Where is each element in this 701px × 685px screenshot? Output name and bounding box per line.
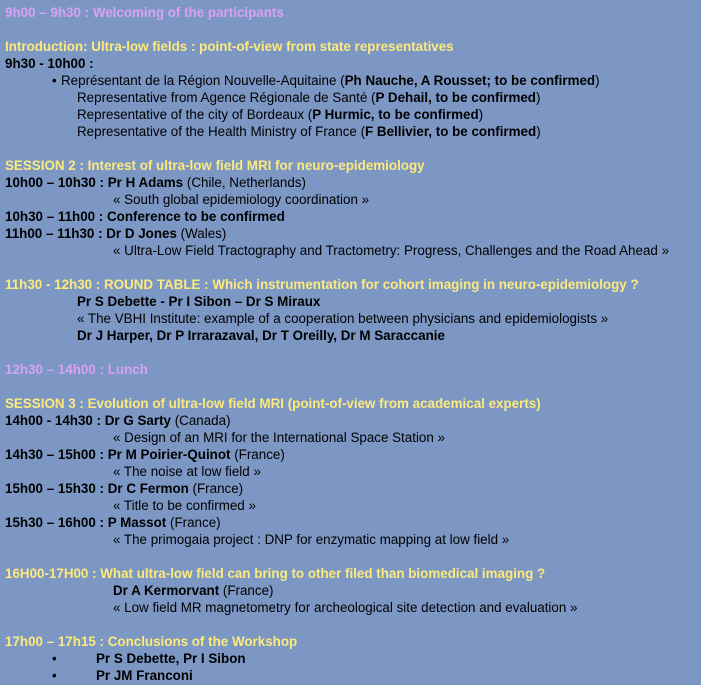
session3-title: SESSION 3 : Evolution of ultra-low field MRI (point-of-view from academical experts) — [5, 396, 541, 411]
session3-talk2: 14h30 – 15h00 : Pr M Poirier-Quinot (France) — [5, 447, 285, 462]
intro-line-region: Représentant de la Région Nouvelle-Aquitaine (Ph Nauche, A Rousset; to be confirmed) — [61, 73, 600, 88]
intro-line-ministry: Representative of the Health Ministry of France (F Bellivier, to be confirmed) — [77, 124, 541, 139]
session3-talk3: 15h00 – 15h30 : Dr C Fermon (France) — [5, 481, 244, 496]
session2-title: SESSION 2 : Interest of ultra-low field MRI for neuro-epidemiology — [5, 158, 425, 173]
session3-talk2-title: « The noise at low field » — [113, 464, 261, 479]
session3-talk1-title: « Design of an MRI for the International Space Station » — [113, 430, 445, 445]
intro-line-city: Representative of the city of Bordeaux (P Hurmic, to be confirmed) — [77, 107, 484, 122]
intro-time: 9h30 - 10h00 : — [5, 56, 94, 71]
roundtable-names: Pr S Debette - Pr I Sibon – Dr S Miraux — [77, 294, 321, 309]
roundtable-title: 11h30 - 12h30 : ROUND TABLE : Which instrumentation for cohort imaging in neuro-epidemiology ? — [5, 277, 639, 292]
session3-talk4: 15h30 – 16h00 : P Massot (France) — [5, 515, 221, 530]
session3-talk4-title: « The primogaia project : DNP for enzymatic mapping at low field » — [113, 532, 510, 547]
roundtable-talk: « The VBHI Institute: example of a cooperation between physicians and epidemiologists » — [77, 311, 609, 326]
conclusion-bullet-2: • — [52, 668, 57, 683]
session4-speaker: Dr A Kermorvant (France) — [113, 583, 274, 598]
session2-talk1-title: « South global epidemiology coordination » — [113, 192, 370, 207]
intro-line-ars: Representative from Agence Régionale de Santé (P Dehail, to be confirmed) — [77, 90, 541, 105]
session2-talk2: 10h30 – 11h00 : Conference to be confirmed — [5, 209, 285, 224]
conclusion-speaker-2: Pr JM Franconi — [96, 668, 193, 683]
conclusion-title: 17h00 – 17h15 : Conclusions of the Workshop — [5, 634, 298, 649]
welcome-line: 9h00 – 9h30 : Welcoming of the participants — [5, 5, 284, 20]
session2-talk3-title: « Ultra-Low Field Tractography and Tractometry: Progress, Challenges and the Road Ahead » — [113, 243, 670, 258]
roundtable-panel: Dr J Harper, Dr P Irrarazaval, Dr T Oreilly, Dr M Saraccanie — [77, 328, 445, 343]
session3-talk3-title: « Title to be confirmed » — [113, 498, 256, 513]
session4-title: 16H00-17H00 : What ultra-low field can bring to other filed than biomedical imaging ? — [5, 566, 546, 581]
intro-bullet: • — [52, 73, 57, 88]
session2-talk3: 11h00 – 11h30 : Dr D Jones (Wales) — [5, 226, 227, 241]
intro-title: Introduction: Ultra-low fields : point-of-view from state representatives — [5, 39, 454, 54]
conclusion-speaker-1: Pr S Debette, Pr I Sibon — [96, 651, 246, 666]
conclusion-bullet-1: • — [52, 651, 57, 666]
session2-talk1: 10h00 – 10h30 : Pr H Adams (Chile, Netherlands) — [5, 175, 306, 190]
session4-talk-title: « Low field MR magnetometry for archeological site detection and evaluation » — [113, 600, 578, 615]
session3-talk1: 14h00 - 14h30 : Dr G Sarty (Canada) — [5, 413, 231, 428]
lunch-line: 12h30 – 14h00 : Lunch — [5, 362, 148, 377]
